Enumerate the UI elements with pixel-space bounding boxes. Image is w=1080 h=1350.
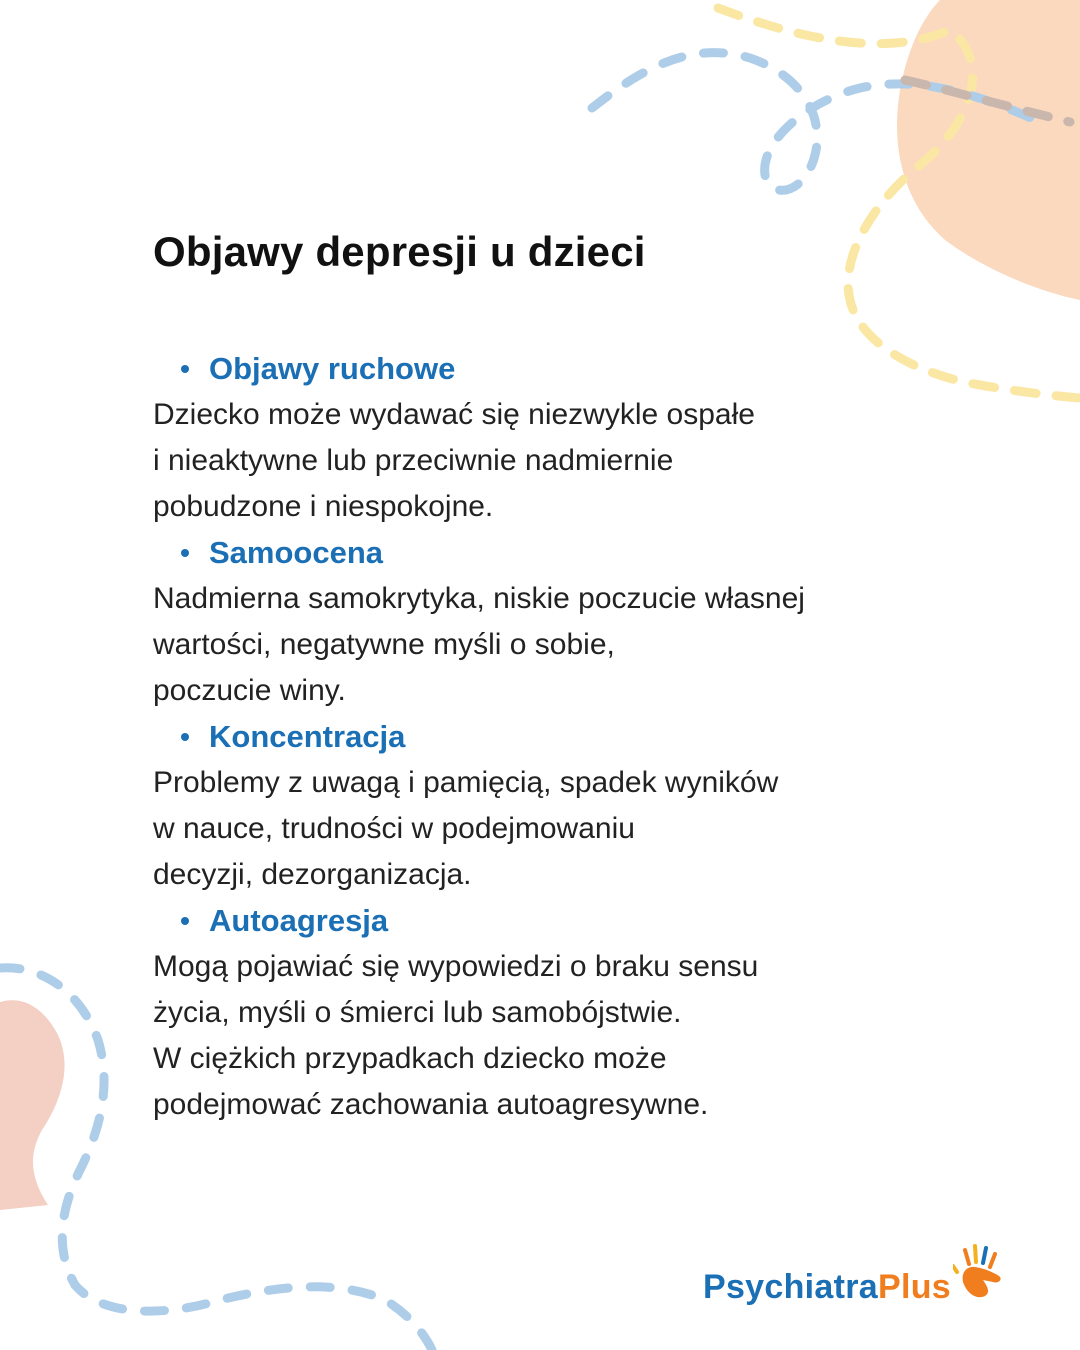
- section-heading: [153, 346, 1033, 392]
- logo-text-part1: Psychiatra: [703, 1268, 878, 1306]
- section-heading: [153, 898, 1033, 944]
- peach-blob: [897, 0, 1080, 300]
- body-line: Mogą pojawiać się wypowiedzi o braku sensu: [153, 950, 759, 983]
- body-line: poczucie winy.: [153, 674, 346, 707]
- bullet-icon: [181, 733, 189, 741]
- logo-text-part2: Plus: [878, 1268, 952, 1306]
- brand-logo: [703, 1262, 1005, 1312]
- body-line: i nieaktywne lub przeciwnie nadmiernie: [153, 444, 674, 477]
- body-line: podejmować zachowania autoagresywne.: [153, 1088, 709, 1121]
- body-line: decyzji, dezorganizacja.: [153, 858, 472, 891]
- body-line: Nadmierna samokrytyka, niskie poczucie własnej: [153, 582, 805, 615]
- section-self-harm: [153, 898, 1033, 1128]
- section-concentration: [153, 714, 1033, 898]
- body-line: życia, myśli o śmierci lub samobójstwie.: [153, 996, 682, 1029]
- section-self-esteem: [153, 530, 1033, 714]
- body-line: W ciężkich przypadkach dziecko może: [153, 1042, 667, 1075]
- hand-icon: [953, 1242, 1005, 1304]
- section-body: [153, 576, 1033, 714]
- bullet-icon: [181, 549, 189, 557]
- body-line: Problemy z uwagą i pamięcią, spadek wyników: [153, 766, 779, 799]
- section-body: [153, 944, 1033, 1128]
- section-motor: [153, 346, 1033, 530]
- body-line: w nauce, trudności w podejmowaniu: [153, 812, 635, 845]
- pink-blob: [0, 1000, 65, 1210]
- bullet-icon: [181, 917, 189, 925]
- bullet-icon: [181, 365, 189, 373]
- section-heading-label: Samoocena: [209, 535, 384, 570]
- section-heading: [153, 530, 1033, 576]
- section-body: [153, 392, 1033, 530]
- logo-text: [703, 1262, 951, 1312]
- section-heading-label: Koncentracja: [209, 719, 406, 754]
- section-heading-label: Objawy ruchowe: [209, 351, 456, 386]
- page-title: Objawy depresji u dzieci: [153, 228, 646, 275]
- body-line: Dziecko może wydawać się niezwykle ospałe: [153, 398, 755, 431]
- section-heading: [153, 714, 1033, 760]
- body-line: wartości, negatywne myśli o sobie,: [153, 628, 615, 661]
- body-line: pobudzone i niespokojne.: [153, 490, 494, 523]
- symptoms-list: [153, 346, 1033, 1128]
- section-heading-label: Autoagresja: [209, 903, 389, 938]
- section-body: [153, 760, 1033, 898]
